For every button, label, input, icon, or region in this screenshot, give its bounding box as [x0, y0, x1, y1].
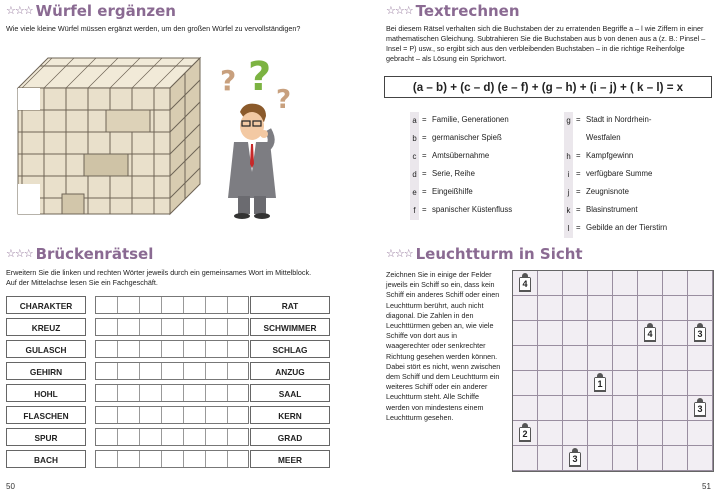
bridge-left-word: GULASCH	[6, 340, 86, 358]
clue-equals: =	[576, 205, 581, 214]
textrechnen-title	[386, 2, 520, 20]
bridge-right-word: KERN	[250, 406, 330, 424]
svg-text:?: ?	[220, 64, 237, 97]
bridge-left-word: BACH	[6, 450, 86, 468]
bruecken-title-text: Brückenrätsel	[35, 245, 154, 263]
clue-letter: g	[564, 112, 573, 148]
clue-text: Familie, Generationen	[432, 115, 509, 124]
wuerfel-title	[6, 2, 176, 20]
bridge-row	[6, 404, 331, 425]
lighthouse-icon	[643, 323, 657, 343]
bridge-row	[6, 382, 331, 403]
lighthouse-icon	[693, 323, 707, 343]
bruecken-intro-line1: Erweitern Sie die linken und rechten Wörter jeweils durch ein gemeinsames Wort im Mittelblock.	[6, 268, 312, 277]
bruecken-grid	[6, 294, 331, 474]
clue-letter: h	[564, 148, 573, 166]
thinking-man-question-marks-illustration	[212, 60, 308, 222]
clue-text: verfügbare Summe	[586, 169, 653, 178]
rating-stars-icon: ☆☆☆	[386, 4, 413, 17]
clue-text: spanischer Küstenfluss	[432, 205, 513, 214]
bridge-answer-cells[interactable]	[95, 406, 249, 424]
bridge-left-word: KREUZ	[6, 318, 86, 336]
bridge-left-word: SPUR	[6, 428, 86, 446]
bridge-right-word: MEER	[250, 450, 330, 468]
bridge-left-word: GEHIRN	[6, 362, 86, 380]
clue-equals: =	[576, 115, 581, 124]
clue-text: Serie, Reihe	[432, 169, 475, 178]
page-number-right: 51	[702, 482, 711, 491]
clue-letter: a	[410, 112, 419, 130]
page-number-left: 50	[6, 482, 15, 491]
clue-equals: =	[422, 133, 427, 142]
svg-text:?: ?	[276, 85, 292, 115]
leuchtturm-intro: Zeichnen Sie in einige der Felder jeweils ein Schiff so ein, dass kein Schiff ein anderes Schiff oder einen Leuchtturm berührt, auch nicht diagonal. Die Zahlen in den Leuchttürmen geben an, wie viele Schiffe von dort aus in waagerechter oder senkrechter Richtung gesehen werden können. Dabei stört es nicht, wenn zwischen dem Schiff und dem Leuchtturm ein weiteres Schiff oder ein anderer Leuchtturm steht. Alle Schiffe werden von mindestens einem Leuchtturm gesehen.	[386, 270, 501, 422]
textrechnen-intro: Bei diesem Rätsel verhalten sich die Buchstaben der zu erratenden Begriffe a – l wie Ziffern in einer mathematischen Gleichung. Subtrahieren Sie die Buchstaben aus b von denen aus a (z. B.: Pinsel – Insel = P) usw., so ergibt sich aus den verbleibenden Buchstaben – in die richtige Reihenfolge gebracht – als Lösung ein Sprichwort.	[386, 24, 706, 63]
bridge-answer-cells[interactable]	[95, 340, 249, 358]
cube-stack-illustration	[0, 44, 210, 216]
lighthouse-icon	[568, 448, 582, 468]
clue-text: Kampfgewinn	[586, 151, 634, 160]
bruecken-title	[6, 245, 153, 263]
leuchtturm-title-text: Leuchtturm in Sicht	[415, 245, 583, 263]
wuerfel-intro: Wie viele kleine Würfel müssen ergänzt werden, um den großen Würfel zu vervollständigen?	[6, 24, 301, 33]
clue-letter: k	[564, 202, 573, 220]
clue-equals: =	[576, 151, 581, 160]
clue-letter: e	[410, 184, 419, 202]
clue-equals: =	[422, 169, 427, 178]
clue-equals: =	[422, 151, 427, 160]
bridge-answer-cells[interactable]	[95, 450, 249, 468]
clue-text: Stadt in Nordrhein-	[586, 115, 652, 124]
lighthouse-number: 3	[695, 403, 705, 415]
lighthouse-icon	[693, 398, 707, 418]
rating-stars-icon: ☆☆☆	[386, 247, 413, 260]
bridge-row	[6, 448, 331, 469]
clue-equals: =	[576, 169, 581, 178]
clue-letter: l	[564, 220, 573, 238]
clue-letter: f	[410, 202, 419, 220]
bridge-answer-cells[interactable]	[95, 362, 249, 380]
clue-letter: b	[410, 130, 419, 148]
clue-text: Blasinstrument	[586, 205, 638, 214]
equation-box: (a – b) + (c – d) (e – f) + (g – h) + (i – j) + ( k – l) = x	[384, 76, 712, 98]
clue-letter: c	[410, 148, 419, 166]
clue-list	[410, 112, 710, 233]
bridge-row	[6, 338, 331, 359]
lighthouse-number: 1	[595, 378, 605, 390]
lighthouse-number: 4	[645, 328, 655, 340]
lighthouse-number: 3	[695, 328, 705, 340]
bridge-answer-cells[interactable]	[95, 428, 249, 446]
clue-text: germanischer Spieß	[432, 133, 502, 142]
textrechnen-title-text: Textrechnen	[415, 2, 520, 20]
bridge-answer-cells[interactable]	[95, 384, 249, 402]
bridge-row	[6, 294, 331, 315]
bridge-answer-cells[interactable]	[95, 296, 249, 314]
clue-equals: =	[422, 187, 427, 196]
clue-letter: i	[564, 166, 573, 184]
svg-text:?: ?	[248, 60, 272, 100]
bruecken-intro	[6, 268, 346, 288]
bridge-right-word: SAAL	[250, 384, 330, 402]
lighthouse-number: 4	[520, 278, 530, 290]
bridge-right-word: ANZUG	[250, 362, 330, 380]
lighthouse-number: 3	[570, 453, 580, 465]
lighthouse-icon	[593, 373, 607, 393]
lighthouse-grid	[512, 270, 714, 472]
bridge-answer-cells[interactable]	[95, 318, 249, 336]
clue-text: Zeugnisnote	[586, 187, 629, 196]
bridge-right-word: SCHLAG	[250, 340, 330, 358]
lighthouse-icon	[518, 273, 532, 293]
clue-letter: j	[564, 184, 573, 202]
lighthouse-number: 2	[520, 428, 530, 440]
bruecken-intro-line2: Auf der Mittelachse lesen Sie ein Fachgeschäft.	[6, 278, 158, 287]
bridge-right-word: SCHWIMMER	[250, 318, 330, 336]
lighthouse-icon	[518, 423, 532, 443]
clue-equals: =	[576, 223, 581, 232]
bridge-row	[6, 316, 331, 337]
clue-text: Westfalen	[586, 133, 621, 142]
wuerfel-title-text: Würfel ergänzen	[35, 2, 176, 20]
bridge-row	[6, 426, 331, 447]
bridge-left-word: CHARAKTER	[6, 296, 86, 314]
clue-equals: =	[422, 205, 427, 214]
clue-text: Eingeißhilfe	[432, 187, 473, 196]
bridge-row	[6, 360, 331, 381]
bridge-left-word: FLASCHEN	[6, 406, 86, 424]
leuchtturm-title	[386, 245, 583, 263]
clue-equals: =	[422, 115, 427, 124]
bridge-left-word: HOHL	[6, 384, 86, 402]
clue-text: Gebilde an der Tierstirn	[586, 223, 668, 232]
clue-equals: =	[576, 187, 581, 196]
bridge-right-word: GRAD	[250, 428, 330, 446]
rating-stars-icon: ☆☆☆	[6, 247, 33, 260]
bridge-right-word: RAT	[250, 296, 330, 314]
clue-text: Amtsübernahme	[432, 151, 490, 160]
rating-stars-icon: ☆☆☆	[6, 4, 33, 17]
clue-letter: d	[410, 166, 419, 184]
